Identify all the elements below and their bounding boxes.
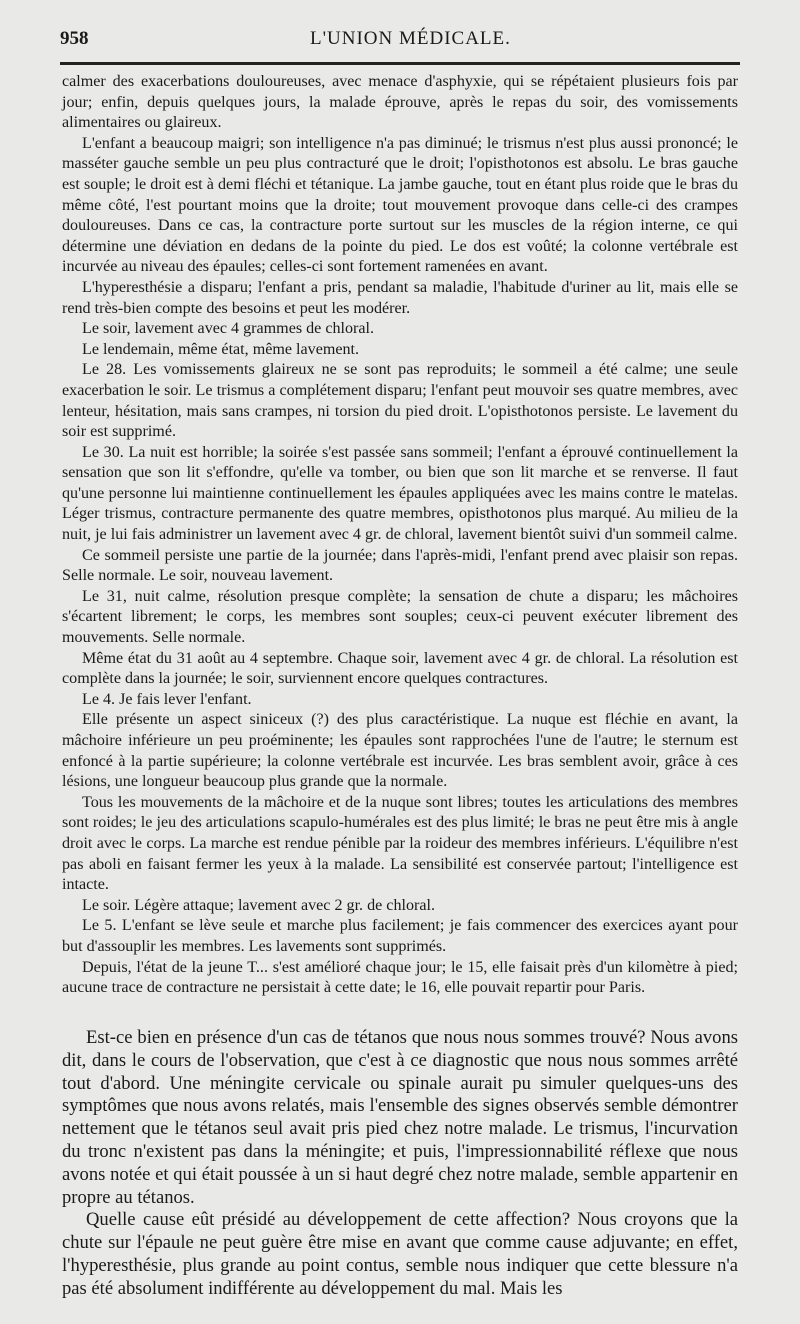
- paragraph: L'hyperesthésie a disparu; l'enfant a pris, pendant sa maladie, l'habitude d'uriner au lit, mais elle se rend très-bien compte des besoins et peut les modérer.: [62, 278, 738, 317]
- paragraph: Le lendemain, même état, même lavement.: [82, 340, 360, 358]
- paragraph: calmer des exacerbations douloureuses, avec menace d'asphyxie, qui se répétaient plusieurs fois par jour; enfin, depuis quelques jours, la malade éprouve, après le repas du soir, des vomissements alimentaires ou glaireux.: [62, 73, 738, 132]
- page-header: [60, 28, 740, 52]
- running-title: L'UNION MÉDICALE.: [310, 28, 511, 49]
- paragraph: Le 28. Les vomissements glaireux ne se sont pas reproduits; le sommeil a été calme; une seule exacerbation le soir. Le trismus a complétement disparu; l'enfant peut mouvoir ses quatre membres, avec lenteur, hésitation, mais sans crampes, ni torsion du pied droit. L'opisthotonos persiste. Le lavement du soir est supprimé.: [62, 361, 738, 441]
- paragraph: Est-ce bien en présence d'un cas de tétanos que nous nous sommes trouvé? Nous avons dit, dans le cours de l'observation, que c'est à ce diagnostic que nous nous sommes arrêté tout d'abord. Une méningite cervicale ou spinale aurait pu simuler quelques-uns des symptômes que nous avons relatés, mais l'ensemble des signes observés semble démontrer nettement que le tétanos seul avait pris pied chez notre malade. Le trismus, l'incurvation du tronc n'existent pas dans la méningite; et puis, l'impressionnabilité réflexe que nous avons notée et qui était poussée à un si haut degré chez notre malade, semble appartenir en propre au tétanos.: [62, 1027, 738, 1208]
- observation-text: [62, 72, 738, 999]
- paragraph: Quelle cause eût présidé au développement de cette affection? Nous croyons que la chute sur l'épaule ne peut guère être mise en avant que comme cause adjuvante; en effet, l'hyperesthésie, plus grande au point contus, semble nous indiquer que cette blessure n'a pas été absolument indifférente au développement du mal. Mais les: [62, 1209, 738, 1299]
- discussion-text: [62, 1027, 738, 1301]
- paragraph: Tous les mouvements de la mâchoire et de la nuque sont libres; toutes les articulations des membres sont roides; le jeu des articulations scapulo-humérales est des plus limité; le bras ne peut être mis à angle droit avec le corps. La marche est rendue pénible par la roideur des membres inférieurs. L'équilibre n'est pas aboli en faisant fermer les yeux à la malade. La sensibilité est conservée partout; l'intelligence est intacte.: [62, 793, 738, 894]
- paragraph: Le 30. La nuit est horrible; la soirée s'est passée sans sommeil; l'enfant a éprouvé continuellement la sensation que son lit s'effondre, qu'elle va tomber, ou bien que son lit marche et se renverse. Il faut qu'une personne lui maintienne continuellement les épaules appliquées avec les mains contre le matelas. Léger trismus, contracture permanente des quatre membres, opisthotonos plus marqué. Au milieu de la nuit, je lui fais administrer un lavement avec 4 gr. de chloral, lavement bientôt suivi d'un sommeil calme.: [62, 443, 738, 544]
- header-rule: [60, 62, 740, 65]
- paragraph: Le soir, lavement avec 4 grammes de chloral.: [82, 320, 375, 338]
- paragraph: Le 31, nuit calme, résolution presque complète; la sensation de chute a disparu; les mâchoires s'écartent librement; le corps, les membres sont souples; ceux-ci peuvent exécuter librement des mouvements. Selle normale.: [62, 587, 738, 647]
- page-number: 958: [60, 28, 89, 49]
- paragraph: L'enfant a beaucoup maigri; son intelligence n'a pas diminué; le trismus n'est plus aussi prononcé; le masséter gauche semble un peu plus contracturé que le droit; l'opisthotonos est absolu. Le bras gauche est souple; le droit est à demi fléchi et tétanique. La jambe gauche, tout en étant plus roide que le bras du même côté, l'est pourtant moins que la droite; tout mouvement provoque dans celle-ci des crampes douloureuses. Dans ce cas, la contracture porte surtout sur les muscles de la région interne, ce qui détermine une déviation en dedans de la pointe du pied. Le dos est voûté; la colonne vertébrale est incurvée au niveau des épaules; celles-ci sont fortement ramenées en avant.: [62, 134, 738, 276]
- paragraph: Même état du 31 août au 4 septembre. Chaque soir, lavement avec 4 gr. de chloral. La résolution est complète dans la journée; le soir, surviennent encore quelques contractures.: [62, 649, 738, 688]
- paragraph: Le 4. Je fais lever l'enfant.: [82, 690, 252, 708]
- paragraph: Le soir. Légère attaque; lavement avec 2 gr. de chloral.: [82, 896, 436, 914]
- paragraph: Elle présente un aspect siniceux (?) des plus caractéristique. La nuque est fléchie en avant, la mâchoire inférieure un peu proéminente; les épaules sont rapprochées l'une de l'autre; le sternum est enfoncé à la partie supérieure; la colonne vertébrale est incurvée. Les bras semblent avoir, grâce à ces lésions, une longueur beaucoup plus grande que la normale.: [62, 711, 738, 791]
- paragraph: Depuis, l'état de la jeune T... s'est amélioré chaque jour; le 15, elle faisait près d'un kilomètre à pied; aucune trace de contracture ne persistait à cette date; le 16, elle pouvait repartir pour Paris.: [62, 958, 738, 997]
- paragraph: Ce sommeil persiste une partie de la journée; dans l'après-midi, l'enfant prend avec plaisir son repas. Selle normale. Le soir, nouveau lavement.: [62, 546, 738, 585]
- paragraph: Le 5. L'enfant se lève seule et marche plus facilement; je fais commencer des exercices ayant pour but d'assouplir les membres. Les lavements sont supprimés.: [62, 917, 738, 955]
